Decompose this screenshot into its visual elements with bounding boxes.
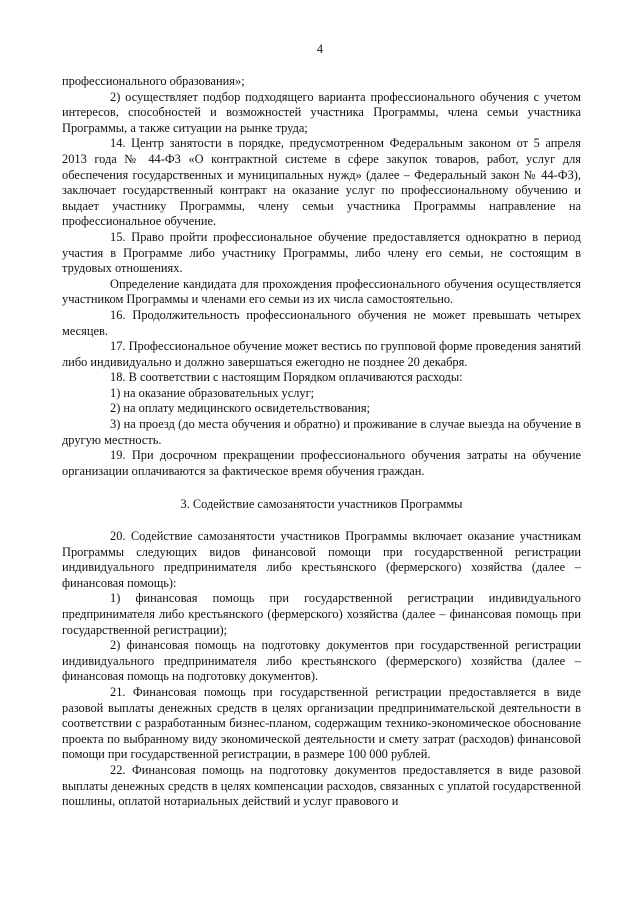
paragraph: 1) на оказание образовательных услуг; xyxy=(110,385,315,400)
paragraph: 21. Финансовая помощь при государственной регистрации предоставляется в виде разовой выплаты денежных средств в целях организации предпринимательской деятельности в соответствии с разработанным бизнес-планом, содержащим технико-экономическое обоснование проекта по выбранному виду экономической деятельности и смету затрат (расходов) финансовой помощи при государственной регистрации, в размере 100 000 рублей. xyxy=(62,684,581,762)
section-3-body xyxy=(62,529,581,810)
section-2-continuation xyxy=(62,74,581,479)
paragraph: 18. В соответствии с настоящим Порядком оплачиваются расходы: xyxy=(110,370,463,385)
page-number: 4 xyxy=(316,42,324,56)
paragraph: 2) финансовая помощь на подготовку документов при государственной регистрации индивидуального предпринимателя либо крестьянского (фермерского) хозяйства (далее – финансовая помощь на подготовку документов). xyxy=(62,638,581,684)
section-heading: 3. Содействие самозанятости участников Программы xyxy=(180,497,463,512)
paragraph: 17. Профессиональное обучение может вестись по групповой форме проведения занятий либо индивидуально и должно завершаться ежегодно не позднее 20 декабря. xyxy=(62,339,582,369)
paragraph: 2) на оплату медицинского освидетельствования; xyxy=(110,401,371,416)
paragraph: 1) финансовая помощь при государственной регистрации индивидуального предпринимателя либо крестьянского (фермерского) хозяйства (далее – финансовая помощь при государственной регистрации); xyxy=(62,591,581,637)
paragraph: 15. Право пройти профессиональное обучение предоставляется однократно в период участия в Программе либо участнику Программы, либо члену его семьи, не состоящим в трудовых отношениях. xyxy=(62,229,581,276)
document-body xyxy=(62,74,581,810)
paragraph: 19. При досрочном прекращении профессионального обучения затраты на обучение организации оплачиваются за фактическое время обучения граждан. xyxy=(62,448,581,478)
paragraph: 14. Центр занятости в порядке, предусмотренном Федеральным законом от 5 апреля 2013 года № 44-ФЗ «О контрактной системе в сфере закупок товаров, работ, услуг для обеспечения государственных и муниципальных нужд» (далее – Федеральный закон № 44-ФЗ), заключает государственный контракт на оказание услуг по профессиональному обучению и выдает участнику Программы, члену семьи участника Программы направление на профессиональное обучение. xyxy=(62,136,581,229)
paragraph: 16. Продолжительность профессионального обучения не может превышать четырех месяцев. xyxy=(62,307,581,338)
paragraph: 20. Содействие самозанятости участников Программы включает оказание участникам Программы следующих видов финансовой помощи при государственной регистрации индивидуального предпринимателя либо крестьянского (фермерского) хозяйства (далее – финансовая помощь): xyxy=(62,529,581,590)
paragraph: профессионального образования»; xyxy=(62,74,245,88)
paragraph: 22. Финансовая помощь на подготовку документов предоставляется в виде разовой выплаты денежных средств в целях компенсации расходов, связанных с уплатой государственной пошлины, оплатой нотариальных действий и услуг правового и xyxy=(62,762,581,809)
paragraph: 3) на проезд (до места обучения и обратно) и проживание в случае выезда на обучение в другую местность. xyxy=(62,417,581,447)
paragraph: Определение кандидата для прохождения профессионального обучения осуществляется участником Программы и членами его семьи из их числа самостоятельно. xyxy=(62,276,581,307)
paragraph: 2) осуществляет подбор подходящего варианта профессионального обучения с учетом интересов, способностей и возможностей участника Программы, члена семьи участника Программы, а также ситуации на рынке труда; xyxy=(62,89,581,135)
